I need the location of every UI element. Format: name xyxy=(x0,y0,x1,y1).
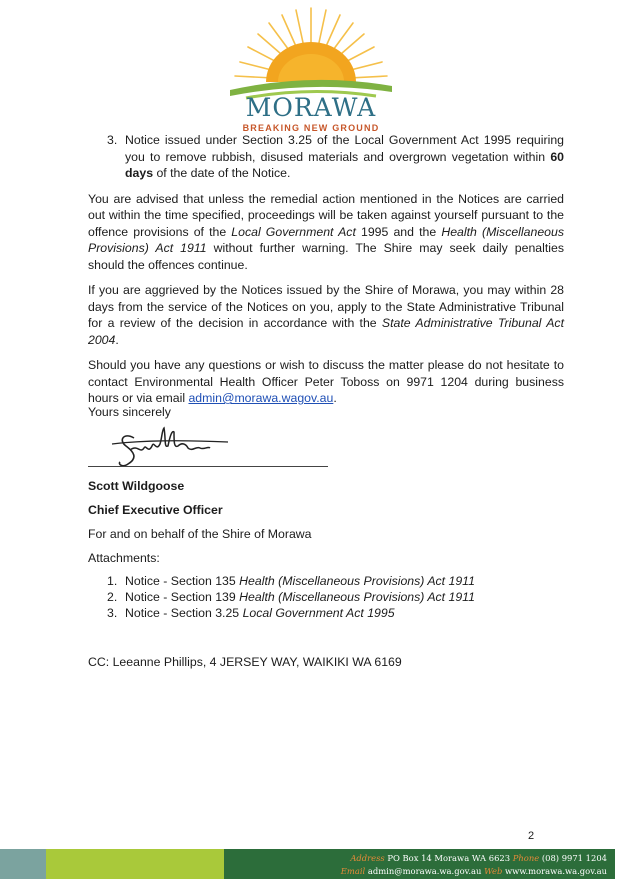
text-run: Notice - Section 3.25 xyxy=(125,606,243,620)
phone-label: Phone xyxy=(512,853,540,863)
italic-text: Health (Miscellaneous Provisions) Act 1911 xyxy=(239,574,475,588)
text-run: . xyxy=(115,332,119,347)
footer-teal-block xyxy=(0,849,46,879)
morawa-logo xyxy=(226,6,396,134)
notice-item-3 xyxy=(88,132,564,182)
italic-text: State Administrative Tribunal Act 2004 xyxy=(88,316,564,347)
cc-line: CC: Leeanne Phillips, 4 JERSEY WAY, WAIKIKI WA 6169 xyxy=(88,655,402,669)
attachment-item xyxy=(88,573,475,589)
logo-tagline: BREAKING NEW GROUND xyxy=(242,123,380,133)
footer-phone: (08) 9971 1204 xyxy=(541,853,607,863)
bold-text: 60 days xyxy=(125,149,564,180)
italic-text: Health (Miscellaneous Provisions) Act 1911 xyxy=(239,590,475,604)
list-number: 1. xyxy=(107,574,118,588)
footer-contact-line-2 xyxy=(341,866,607,877)
signatory-title: Chief Executive Officer xyxy=(88,503,223,517)
italic-text: Local Government Act xyxy=(231,224,356,239)
sunrise-logo-icon xyxy=(226,6,396,106)
attachment-item xyxy=(88,589,475,605)
text-run: . xyxy=(333,391,337,405)
italic-text: Health (Miscellaneous Provisions) Act 1911 xyxy=(88,224,564,255)
paragraph-remedial-action xyxy=(88,191,564,274)
notice-item-3-text xyxy=(125,132,564,182)
paragraph-contact xyxy=(88,357,564,407)
list-number: 2. xyxy=(107,590,118,604)
signatory-name: Scott Wildgoose xyxy=(88,479,185,493)
footer-band xyxy=(0,849,615,879)
text-run: without further warning. The Shire may seek daily penalties should the offences continue. xyxy=(88,241,565,272)
list-number: 3. xyxy=(107,606,118,620)
on-behalf-line: For and on behalf of the Shire of Morawa xyxy=(88,527,312,541)
letter-body xyxy=(88,132,564,407)
italic-text: Local Government Act 1995 xyxy=(242,606,395,620)
footer-email: admin@morawa.wa.gov.au xyxy=(367,866,482,876)
closing-salutation: Yours sincerely xyxy=(88,405,171,419)
text-run: of the date of the Notice. xyxy=(153,166,291,180)
text-run: Should you have any questions or wish to discuss the matter please do not hesitate to contact Environmental Health Officer Peter Toboss on 9971 1204 during business hours or via email xyxy=(88,358,564,405)
text-run: If you are aggrieved by the Notices issued by the Shire of Morawa, you may within 28 days from the service of the Notices on you, apply to the State Administrative Tribunal for a review of the decision in accordance with the xyxy=(88,283,564,330)
paragraph-review-rights xyxy=(88,282,564,348)
address-label: Address xyxy=(350,853,385,863)
footer-lime-block xyxy=(46,849,224,879)
logo-wordmark: MORAWA xyxy=(245,93,377,122)
web-label: Web xyxy=(484,866,503,876)
footer-contact-line-1 xyxy=(350,853,607,864)
footer-address: PO Box 14 Morawa WA 6623 xyxy=(387,853,511,863)
page-number: 2 xyxy=(528,830,535,842)
attachments-list xyxy=(88,573,475,621)
text-run: Notice issued under Section 3.25 of the Local Government Act 1995 requiring you to remove rubbish, disused materials and overgrown vegetation within xyxy=(125,133,564,164)
list-number: 3. xyxy=(107,133,118,147)
text-run: Notice - Section 135 xyxy=(125,574,240,588)
text-run: Notice - Section 139 xyxy=(125,590,240,604)
attachments-heading: Attachments: xyxy=(88,551,160,565)
email-link[interactable]: admin@morawa.wagov.au xyxy=(188,391,334,405)
footer-web: www.morawa.wa.gov.au xyxy=(505,866,607,876)
signature-line xyxy=(88,466,328,467)
text-run: You are advised that unless the remedial action mentioned in the Notices are carried out within the time specified, proceedings will be taken against yourself pursuant to the offence provisions of the xyxy=(88,191,564,239)
email-label: Email xyxy=(340,866,366,876)
text-run: 1995 and the xyxy=(355,224,442,239)
attachment-item xyxy=(88,605,475,621)
